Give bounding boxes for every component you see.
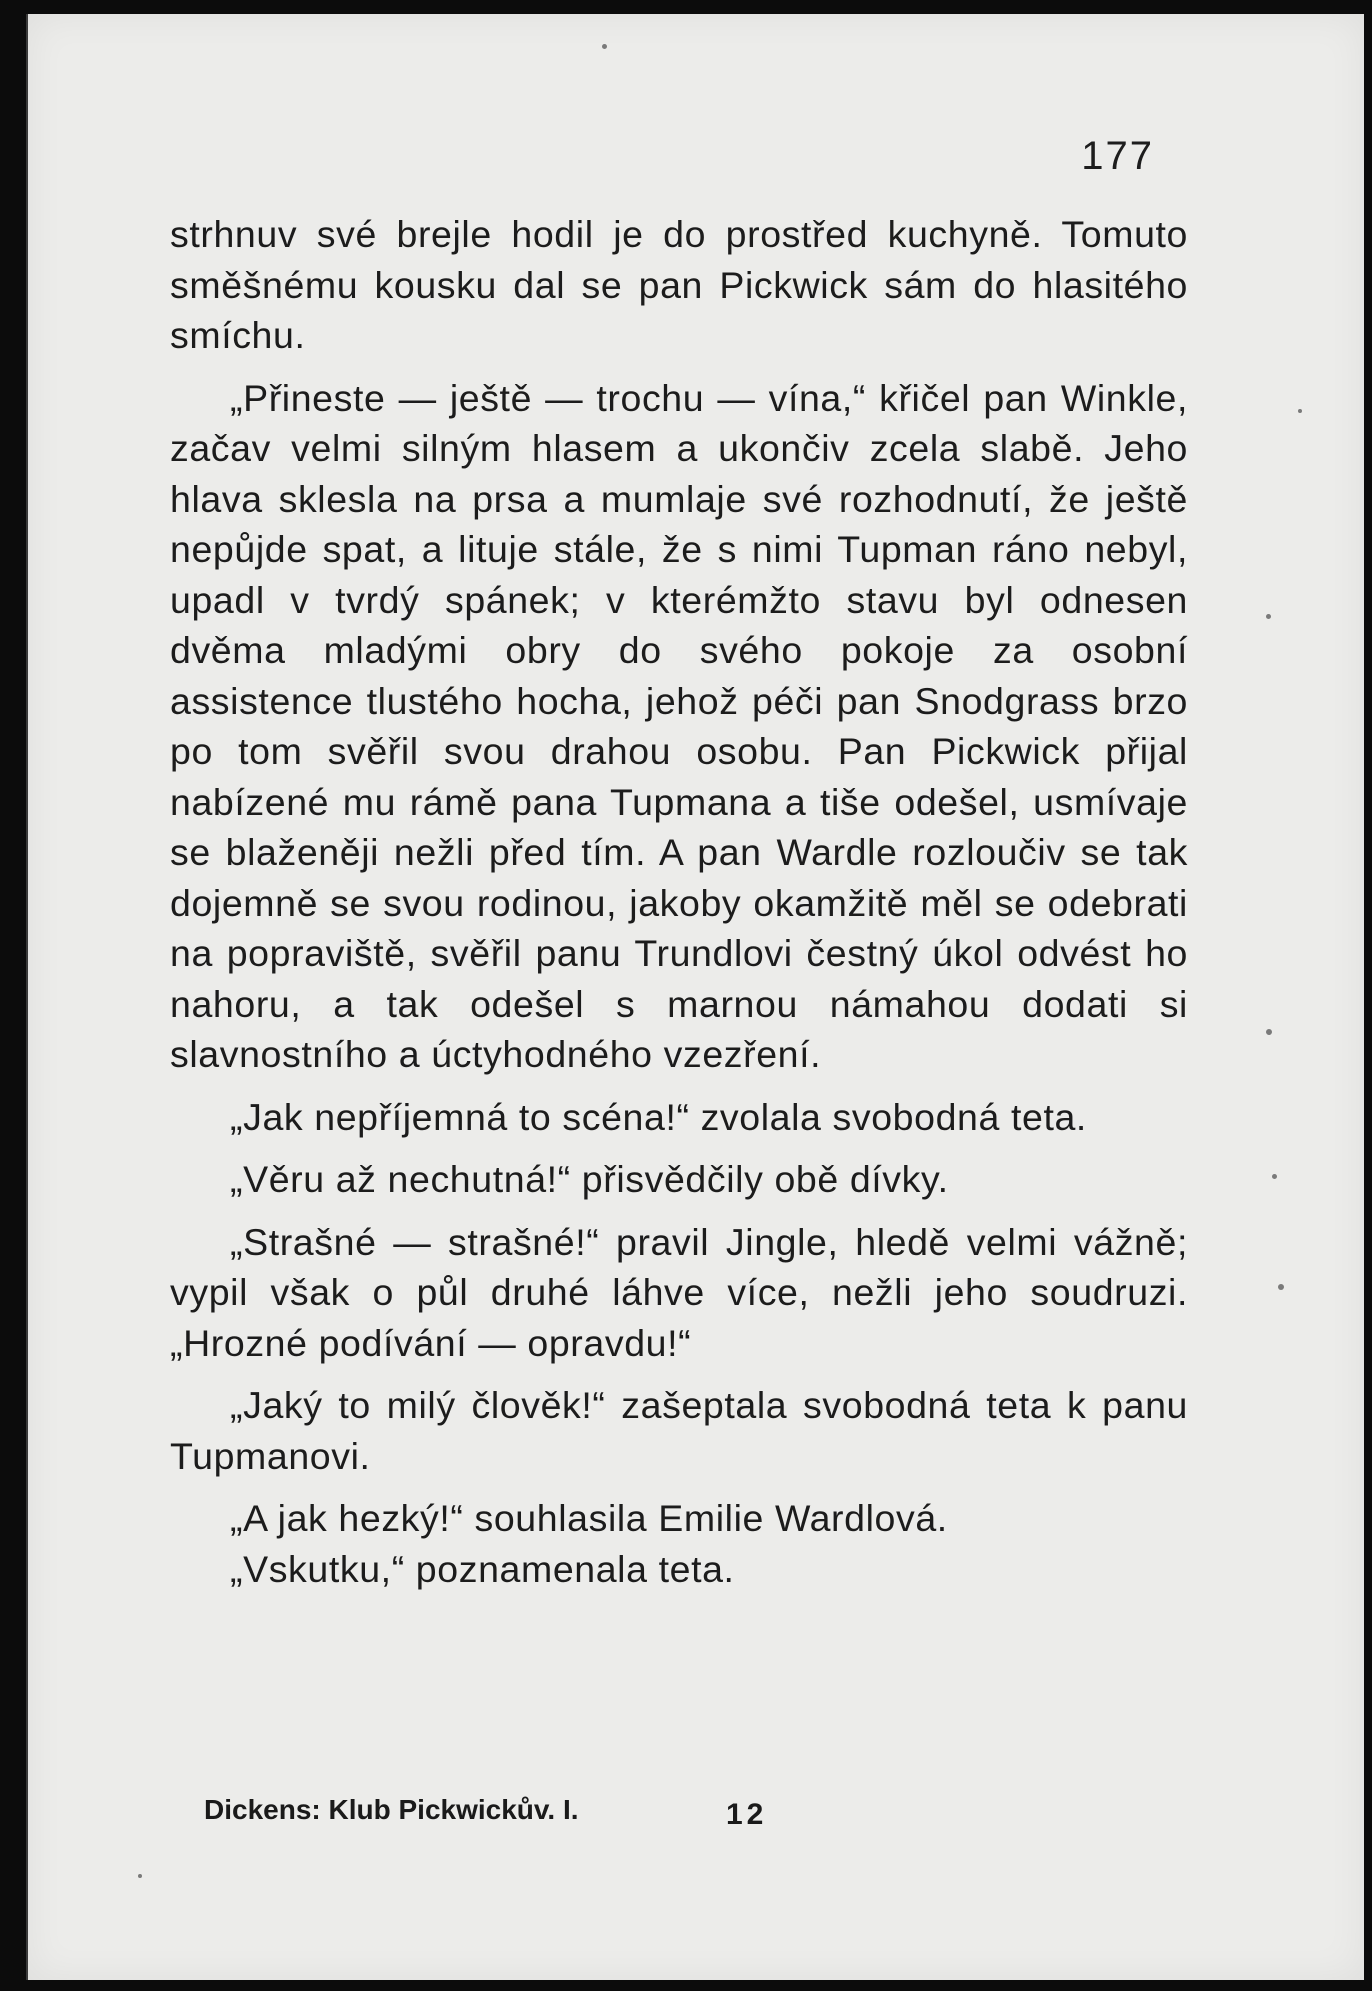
paper-speck [1272,1174,1277,1179]
paper-speck [1266,614,1271,619]
paragraph: „Jak nepříjemná to scéna!“ zvolala svobodná teta. [230,1095,1087,1138]
paper-speck [1298,409,1302,413]
paper-speck [602,44,607,49]
page-number: 177 [1081,134,1154,178]
paper-speck [138,1874,142,1878]
signature-mark: 12 [726,1798,768,1831]
paragraph: strhnuv své brejle hodil je do prostřed kuchyně. Tomuto směšnému kousku dal se pan Pickwick sám do hlasitého smíchu. [170,213,1188,356]
paper-speck [1278,1284,1284,1290]
book-page [26,14,1364,1980]
body-text [170,209,1188,1594]
paragraph: „Věru až nechutná!“ přisvědčily obě dívky. [230,1158,949,1200]
footer-title: Dickens: Klub Pickwickův. I. [204,1794,579,1825]
paragraph: „Jaký to milý člověk!“ zašeptala svobodná teta k panu Tupmanovi. [170,1384,1188,1477]
paragraph: „A jak hezký!“ souhlasila Emilie Wardlová. [230,1497,948,1539]
paper-speck [1266,1029,1272,1035]
paragraph: „Strašné — strašné!“ pravil Jingle, hledě velmi vážně; vypil však o půl druhé láhve více, nežli jeho soudruzi. „Hrozné podívání — opravdu!“ [170,1220,1188,1364]
paragraph: „Přineste — ještě — trochu — vína,“ křičel pan Winkle, začav velmi silným hlasem a ukončiv zcela slabě. Jeho hlava sklesla na prsa a mumlaje své rozhodnutí, že ještě nepůjde spat, a lituje stále, že s nimi Tupman ráno nebyl, upadl v tvrdý spánek; v kterémžto stavu byl odnesen dvěma mladými obry do svého pokoje za osobní assistence tlustého hocha, jehož péči pan Snodgrass brzo po tom svěřil svou drahou osobu. Pan Pickwick přijal nabízené mu rámě pana Tupmana a tiše odešel, usmívaje se blaženěji nežli před tím. A pan Wardle rozloučiv se tak dojemně se svou rodinou, jakoby okamžitě měl se odebrati na popraviště, svěřil panu Trundlovi čestný úkol odvést ho nahoru, a tak odešel s marnou námahou dodati si slavnostního a úctyhodného vzezření. [170,376,1188,1075]
paragraph: „Vskutku,“ poznamenala teta. [230,1547,735,1590]
